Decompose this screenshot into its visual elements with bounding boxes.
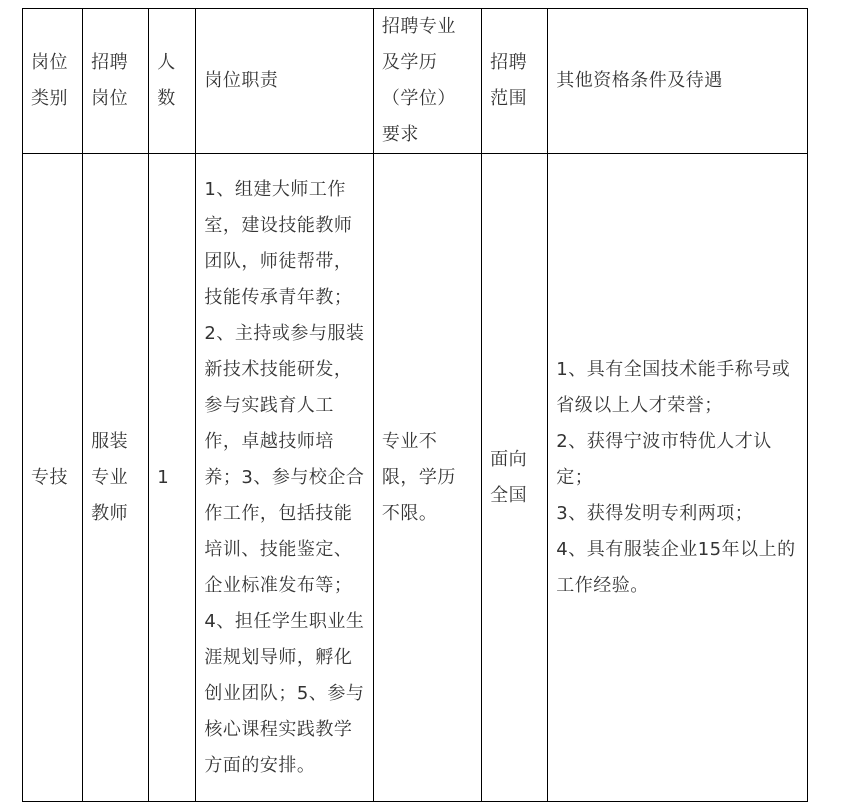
cell-other	[548, 154, 808, 802]
other-condition-3: 3、获得发明专利两项；	[556, 502, 754, 524]
header-other: 其他资格条件及待遇	[548, 9, 808, 154]
table-row	[23, 154, 808, 802]
header-category: 岗位类别	[23, 9, 83, 154]
cell-duties: 1、组建大师工作室，建设技能教师团队，师徒帮带，技能传承青年教；2、主持或参与服装新技术技能研发，参与实践育人工作，卓越技师培养；3、参与校企合作工作，包括技能培训、技能鉴定、企业标准发布等；4、担任学生职业生涯规划导师，孵化创业团队；5、参与核心课程实践教学方面的安排。	[196, 154, 373, 802]
header-count: 人数	[149, 9, 196, 154]
cell-count: 1	[149, 154, 196, 802]
other-condition-4: 4、具有服装企业15年以上的工作经验。	[556, 538, 796, 596]
table-header-row	[23, 9, 808, 154]
header-position: 招聘岗位	[83, 9, 149, 154]
header-major: 招聘专业及学历（学位）要求	[373, 9, 481, 154]
cell-major: 专业不限，学历不限。	[373, 154, 481, 802]
recruitment-table	[22, 8, 808, 802]
other-condition-2: 2、获得宁波市特优人才认定；	[556, 430, 772, 488]
header-scope: 招聘范围	[482, 9, 548, 154]
cell-category: 专技	[23, 154, 83, 802]
other-condition-1: 1、具有全国技术能手称号或省级以上人才荣誉；	[556, 358, 791, 416]
header-duties: 岗位职责	[196, 9, 373, 154]
cell-position: 服装专业教师	[83, 154, 149, 802]
cell-scope: 面向全国	[482, 154, 548, 802]
